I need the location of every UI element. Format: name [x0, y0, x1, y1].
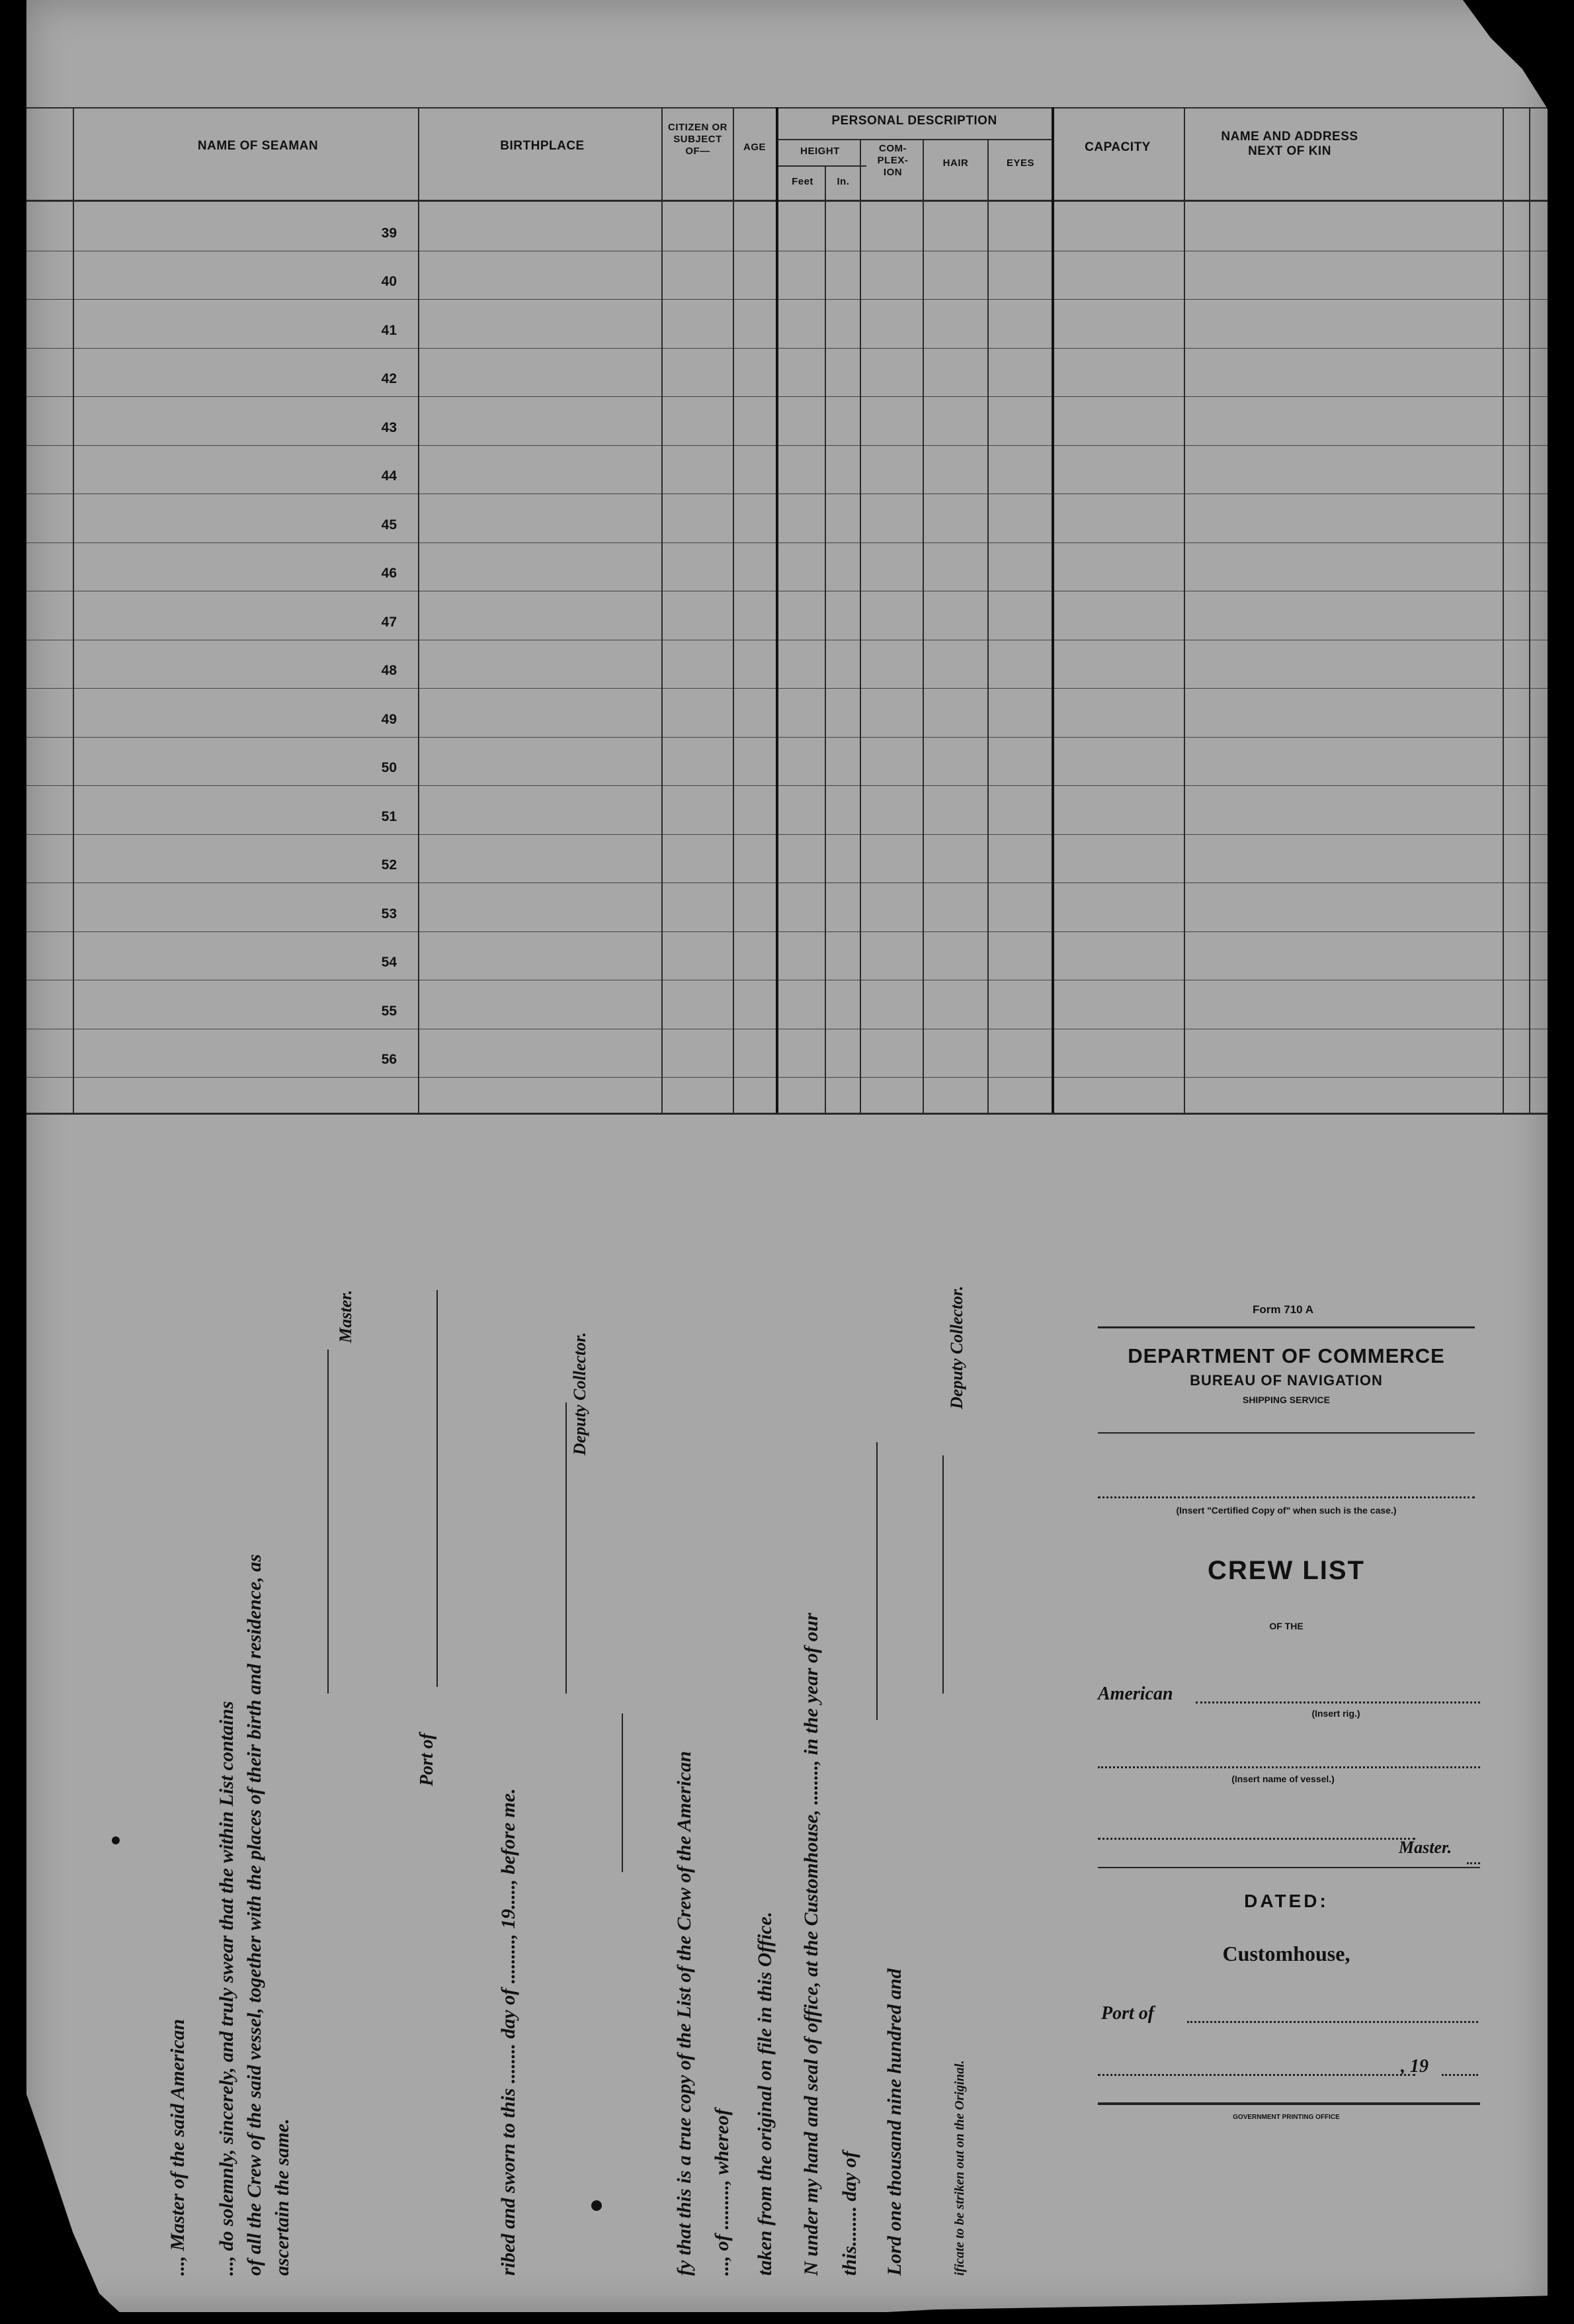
printer-label: GOVERNMENT PRINTING OFFICE	[1233, 2114, 1340, 2121]
master-signature-line	[327, 1350, 329, 1694]
row-separator	[26, 299, 1548, 300]
certify-line-2: ..., of ........., whereof	[711, 2108, 733, 2276]
row-separator	[26, 396, 1548, 397]
rig-line	[1196, 1701, 1480, 1703]
row-number: 56	[381, 1052, 397, 1067]
dated-label: DATED:	[1244, 1891, 1329, 1911]
row-separator	[26, 348, 1548, 349]
department-title: DEPARTMENT OF COMMERCE	[1128, 1344, 1445, 1367]
row-number: 49	[381, 711, 397, 727]
certify-line-4: N under my hand and seal of office, at the Customhouse, ........, in the year of our	[800, 1612, 822, 2276]
oath-line-master: ..., Master of the said American	[167, 2018, 188, 2276]
cover-rule-3	[1098, 1867, 1480, 1868]
punch-hole-1	[109, 1832, 129, 1852]
row-number: 41	[381, 322, 397, 338]
crew-list-title: CREW LIST	[1208, 1556, 1365, 1585]
punch-hole-2	[589, 2196, 608, 2216]
header-age: AGE	[743, 142, 766, 153]
cover-master-label: Master.	[1399, 1838, 1452, 1857]
insert-name-note: (Insert name of vessel.)	[1231, 1774, 1335, 1784]
row-number: 44	[381, 468, 397, 484]
oath-master-label: Master.	[336, 1289, 355, 1343]
row-separator	[26, 882, 1548, 883]
row-separator	[26, 785, 1548, 786]
oath-line-crew: of all the Crew of the said vessel, together with the places of their birth and residence, as	[243, 1554, 265, 2276]
header-next-of-kin: NAME AND ADDRESS NEXT OF KIN	[1221, 130, 1358, 158]
header-name-of-seaman: NAME OF SEAMAN	[197, 139, 319, 153]
certified-copy-line	[1098, 1496, 1475, 1498]
row-number: 50	[381, 760, 397, 775]
oath-line-ascertain: ascertain the same.	[271, 2118, 293, 2276]
form-rule-top	[1098, 1326, 1475, 1328]
oath-port-of: Port of	[417, 1733, 437, 1786]
insert-rig-note: (Insert rig.)	[1311, 1708, 1360, 1719]
row-number: 54	[381, 955, 397, 970]
oath-sworn: ribed and sworn to this ........ day of ........., 19....., before me.	[497, 1788, 519, 2276]
insert-certified-note: (Insert "Certified Copy of" when such is the case.)	[1176, 1505, 1397, 1516]
row-separator	[26, 445, 1548, 446]
year-line-end	[1442, 2074, 1478, 2076]
row-number: 39	[381, 225, 397, 241]
port-of-line	[436, 1290, 438, 1687]
service-title: SHIPPING SERVICE	[1242, 1395, 1330, 1405]
row-separator	[26, 542, 1548, 543]
vessel-name-line	[1098, 1766, 1480, 1768]
of-the-label: OF THE	[1269, 1621, 1304, 1631]
header-birthplace: BIRTHPLACE	[500, 139, 585, 153]
oath-deputy-collector-1: Deputy Collector.	[570, 1332, 589, 1455]
row-separator	[26, 688, 1548, 689]
header-citizen: CITIZEN OR SUBJECT OF—	[668, 122, 727, 157]
row-number: 53	[381, 906, 397, 922]
seal-mark	[622, 1713, 623, 1872]
header-capacity: CAPACITY	[1085, 140, 1151, 154]
row-separator	[26, 737, 1548, 738]
row-number: 46	[381, 566, 397, 581]
row-number: 51	[381, 808, 397, 824]
row-number: 42	[381, 371, 397, 386]
form-rule-2	[1098, 1432, 1475, 1434]
row-number: 52	[381, 857, 397, 873]
header-height: HEIGHT	[800, 146, 840, 157]
row-separator	[26, 1077, 1548, 1078]
header-feet: Feet	[792, 176, 813, 187]
row-separator	[26, 834, 1548, 835]
header-eyes: EYES	[1006, 157, 1035, 169]
oath-line-swear: ..., do solemnly, sincerely, and truly swear that the within List contains	[216, 1701, 237, 2276]
master-line	[1098, 1838, 1415, 1840]
row-number: 47	[381, 614, 397, 630]
row-number: 55	[381, 1003, 397, 1019]
header-personal-description: PERSONAL DESCRIPTION	[831, 114, 997, 128]
year-line	[876, 1442, 878, 1720]
row-separator	[26, 931, 1548, 932]
port-of-label: Port of	[1101, 2003, 1155, 2024]
header-complexion: COM- PLEX- ION	[877, 143, 909, 178]
certify-line-3: taken from the original on file in this Office.	[754, 1911, 776, 2276]
oath-deputy-collector-2: Deputy Collector.	[947, 1285, 966, 1409]
certify-line-1: fy that this is a true copy of the List of the Crew of the American	[673, 1750, 695, 2276]
year-label: , 19	[1401, 2056, 1429, 2077]
header-inches: In.	[837, 176, 850, 187]
row-number: 48	[381, 663, 397, 678]
row-number: 45	[381, 517, 397, 533]
certify-line-6: Lord one thousand nine hundred and	[884, 1968, 905, 2276]
port-line	[1187, 2021, 1478, 2023]
footnote: ificate to be striken out on the Original.	[952, 2060, 967, 2276]
certify-line-5: this........ day of	[839, 2151, 860, 2276]
bureau-title: BUREAU OF NAVIGATION	[1190, 1372, 1383, 1389]
customhouse-label: Customhouse,	[1222, 1942, 1350, 1965]
header-hair: HAIR	[942, 157, 969, 169]
cover-rule-bottom	[1098, 2102, 1480, 2105]
deputy1-signature-line	[565, 1402, 567, 1694]
master-line-end	[1467, 1862, 1480, 1864]
row-number: 40	[381, 274, 397, 289]
row-number: 43	[381, 419, 397, 435]
form-number: Form 710 A	[1253, 1303, 1313, 1316]
deputy2-signature-line	[942, 1455, 944, 1694]
date-line	[1098, 2074, 1415, 2076]
american-label: American	[1098, 1684, 1173, 1704]
